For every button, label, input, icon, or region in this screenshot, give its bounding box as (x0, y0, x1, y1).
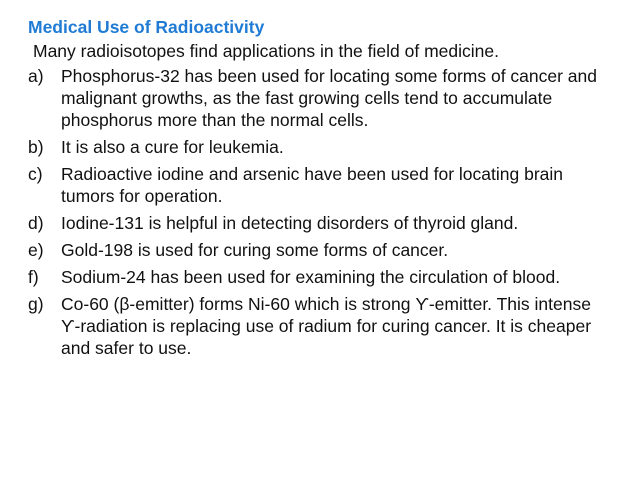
list-marker: f) (28, 267, 39, 287)
list-item-text: Radioactive iodine and arsenic have been used for locating brain tumors for operation. (61, 164, 563, 206)
list-item-text: Iodine-131 is helpful in detecting disorders of thyroid gland. (61, 213, 519, 233)
list-marker: g) (28, 294, 44, 314)
list-item-text: Gold-198 is used for curing some forms of cancer. (61, 240, 449, 260)
list-item (28, 136, 608, 158)
slide-title: Medical Use of Radioactivity (28, 17, 265, 37)
list-item-text: Sodium-24 has been used for examining the circulation of blood. (61, 267, 561, 287)
list-item (28, 212, 608, 234)
list-marker: b) (28, 137, 44, 157)
list-marker: c) (28, 164, 43, 184)
uses-list (28, 65, 608, 359)
list-item (28, 239, 608, 261)
intro-text: Many radioisotopes find applications in the field of medicine. (33, 41, 499, 61)
list-item-text: Phosphorus-32 has been used for locating some forms of cancer and malignant growths, as the fast growing cells tend to accumulate phosphorus more than the normal cells. (61, 66, 598, 130)
list-item-text: It is also a cure for leukemia. (61, 137, 284, 157)
list-item-text: Co-60 (β-emitter) forms Ni-60 which is strong ϒ-emitter. This intense ϒ-radiation is replacing use of radium for curing cancer. It is cheaper and safer to use. (61, 294, 592, 358)
list-item (28, 266, 608, 288)
list-item (28, 65, 608, 131)
list-marker: e) (28, 240, 44, 260)
list-marker: a) (28, 66, 44, 86)
list-item (28, 293, 608, 359)
list-marker: d) (28, 213, 44, 233)
list-item (28, 163, 608, 207)
